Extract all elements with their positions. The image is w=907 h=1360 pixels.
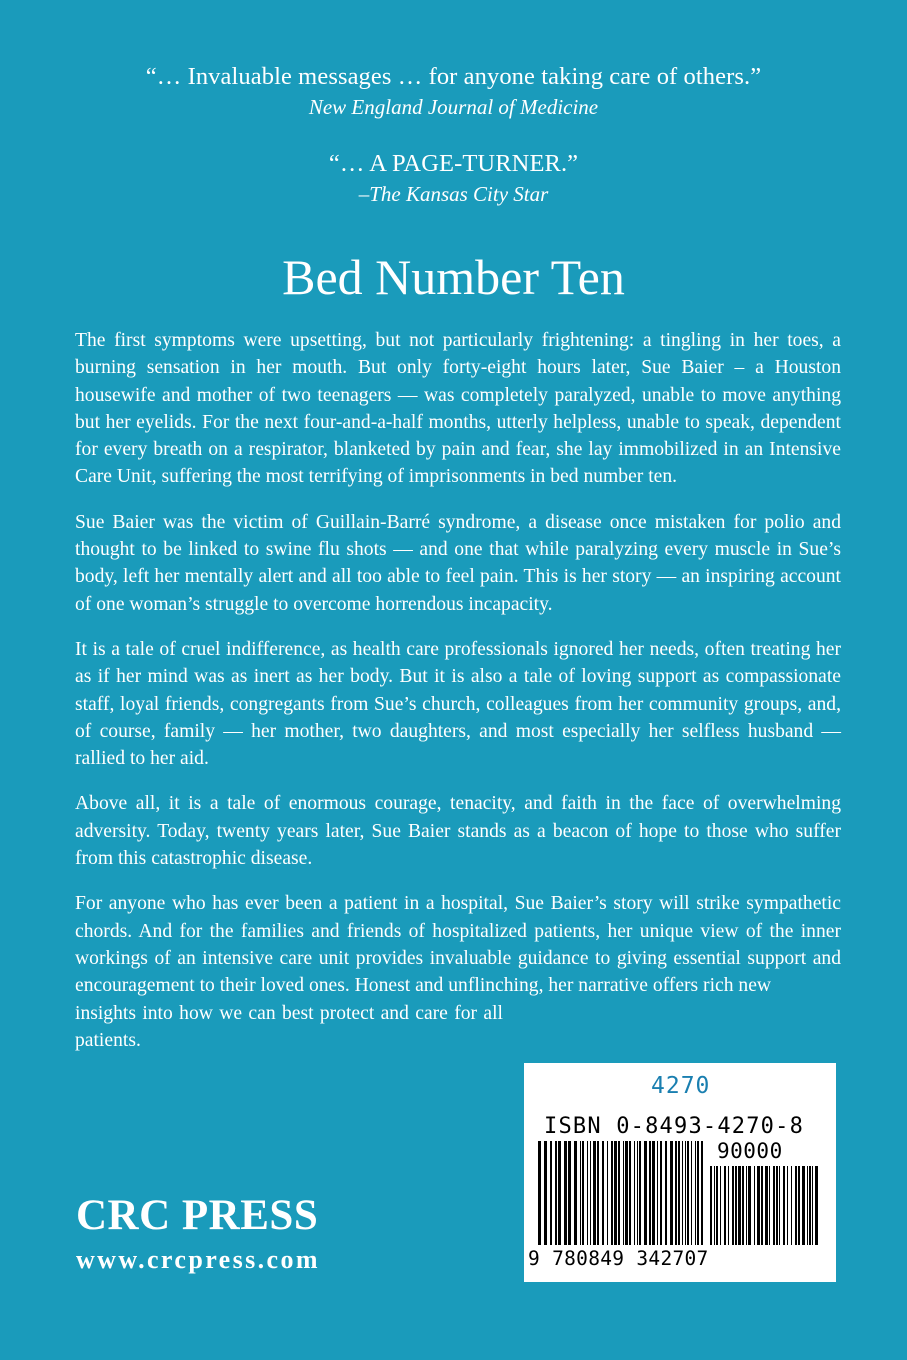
barcode-bar (625, 1141, 628, 1245)
barcode-bar (742, 1166, 744, 1245)
barcode-bar (807, 1166, 808, 1245)
price-code: 4270 (651, 1073, 711, 1099)
barcode-bar (714, 1166, 715, 1245)
barcode-bar (602, 1141, 604, 1245)
barcode-bar (593, 1141, 596, 1245)
barcode-bar (582, 1141, 584, 1245)
barcode-bar (735, 1166, 737, 1245)
barcode-bar (544, 1141, 547, 1245)
barcode-bar (809, 1166, 811, 1245)
barcode-bar (623, 1141, 624, 1245)
blurb-paragraph-end: insights into how we can best protect and care for all patients. (75, 1002, 503, 1051)
barcode-bar (757, 1166, 760, 1245)
barcode-bar (802, 1166, 805, 1245)
review-quote-2 (0, 149, 907, 209)
barcode-bar (732, 1166, 734, 1245)
barcode-bar (754, 1166, 755, 1245)
barcode-bar (644, 1141, 647, 1245)
addon-barcode (710, 1166, 822, 1245)
barcode-panel (524, 1063, 836, 1282)
barcode-bar (637, 1141, 638, 1245)
barcode-bar (728, 1166, 729, 1245)
publisher-logo: CRC PRESS (76, 1192, 319, 1239)
ean-digits: 9 780849 342707 (528, 1247, 709, 1270)
barcode-bar (550, 1141, 552, 1245)
barcode-bar (629, 1141, 631, 1245)
barcode-bar (748, 1166, 751, 1245)
barcode-bar (665, 1141, 667, 1245)
barcode-bar (776, 1166, 778, 1245)
barcode-bar (574, 1141, 577, 1245)
blurb-paragraph: It is a tale of cruel indifference, as health care professionals ignored her needs, often treating her as if her mind was as inert as her body. But it is also a tale of loving support as compassionate staff, loyal friends, congregants from Sue’s church, colleagues from her community groups, and, of course, family — her mother, two daughters, and most especially her selfless husband — rallied to her aid. (75, 638, 841, 770)
barcode-bar (779, 1166, 780, 1245)
barcode-bar (761, 1166, 763, 1245)
blurb-paragraph: Sue Baier was the victim of Guillain-Barré syndrome, a disease once mistaken for polio and thought to be linked to swine flu shots — and one that while paralyzing every muscle in Sue’s body, left her mentally alert and all too able to feel pain. This is her story — an inspiring account of one woman’s struggle to overcome horrendous incapacity. (75, 511, 841, 615)
barcode-bar (649, 1141, 651, 1245)
barcode-bar (787, 1166, 788, 1245)
barcode-bar (773, 1166, 775, 1245)
barcode-bar (538, 1141, 541, 1245)
barcode-bar (710, 1166, 712, 1245)
barcode-bar (687, 1141, 689, 1245)
barcode-bar (587, 1141, 588, 1245)
barcode-bar (555, 1141, 557, 1245)
ean-barcode (538, 1141, 706, 1245)
barcode-bar (678, 1141, 680, 1245)
barcode-bar (720, 1166, 721, 1245)
barcode-bar (639, 1141, 641, 1245)
barcode-bar (746, 1166, 747, 1245)
barcode-bar (769, 1166, 770, 1245)
blurb-paragraph: For anyone who has ever been a patient in a hospital, Sue Baier’s story will strike sympathetic chords. And for the families and friends of hospitalized patients, her unique view of the inner workings of an intensive care unit provides invaluable guidance to giving essential support and encouragement to their loved ones. Honest and unflinching, her narrative offers rich new (75, 893, 841, 997)
barcode-bar (795, 1166, 797, 1245)
addon-code: 90000 (717, 1139, 783, 1163)
barcode-bar (652, 1141, 655, 1245)
barcode-bar (657, 1141, 658, 1245)
book-title: Bed Number Ten (282, 249, 625, 305)
barcode-bar (634, 1141, 635, 1245)
barcode-bar (564, 1141, 567, 1245)
blurb (75, 327, 841, 1054)
barcode-bar (815, 1166, 818, 1245)
barcode-bar (701, 1141, 703, 1245)
barcode-bar (724, 1166, 726, 1245)
barcode-bar (597, 1141, 599, 1245)
barcode-bar (558, 1141, 561, 1245)
quote-text: “… Invaluable messages … for anyone taking care of others.” (145, 63, 762, 90)
barcode-bar (691, 1141, 692, 1245)
publisher-website: www.crcpress.com (76, 1245, 320, 1274)
barcode-bar (716, 1166, 718, 1245)
barcode-bar (614, 1141, 617, 1245)
barcode-bar (697, 1141, 699, 1245)
barcode-bar (798, 1166, 800, 1245)
barcode-bar (682, 1141, 683, 1245)
barcode-bar (568, 1141, 571, 1245)
barcode-bar (580, 1141, 581, 1245)
barcode-bar (812, 1166, 813, 1245)
barcode-bar (611, 1141, 613, 1245)
barcode-bar (670, 1141, 673, 1245)
quote-source: –The Kansas City Star (358, 182, 549, 206)
barcode-bar (738, 1166, 741, 1245)
review-quote-1 (0, 62, 907, 122)
barcode-bar (765, 1166, 768, 1245)
blurb-paragraph: The first symptoms were upsetting, but not particularly frightening: a tingling in her toes, a burning sensation in her mouth. But only forty-eight hours later, Sue Baier – a Houston housewife and mother of two teenagers — was completely paralyzed, unable to move anything but her eyelids. For the next four-and-a-half months, utterly helpless, unable to speak, dependent for every breath on a respirator, blanketed by pain and fear, she lay immobilized in an Intensive Care Unit, suffering the most terrifying of imprisonments in bed number ten. (75, 330, 841, 488)
barcode-bar (590, 1141, 591, 1245)
barcode-bar (618, 1141, 620, 1245)
blurb-paragraph: Above all, it is a tale of enormous courage, tenacity, and faith in the face of overwhelming adversity. Today, twenty years later, Sue Baier stands as a beacon of hope to those who suffer from this catastrophic disease. (75, 793, 841, 870)
barcode-bar (660, 1141, 662, 1245)
quote-source: New England Journal of Medicine (308, 95, 599, 119)
barcode-bar (685, 1141, 686, 1245)
barcode-bar (607, 1141, 608, 1245)
barcode-bar (675, 1141, 677, 1245)
isbn-label: ISBN 0-8493-4270-8 (544, 1114, 805, 1139)
barcode-bar (695, 1141, 696, 1245)
barcode-bar (783, 1166, 785, 1245)
barcode-bar (791, 1166, 792, 1245)
quote-text: “… A PAGE-TURNER.” (328, 150, 579, 177)
